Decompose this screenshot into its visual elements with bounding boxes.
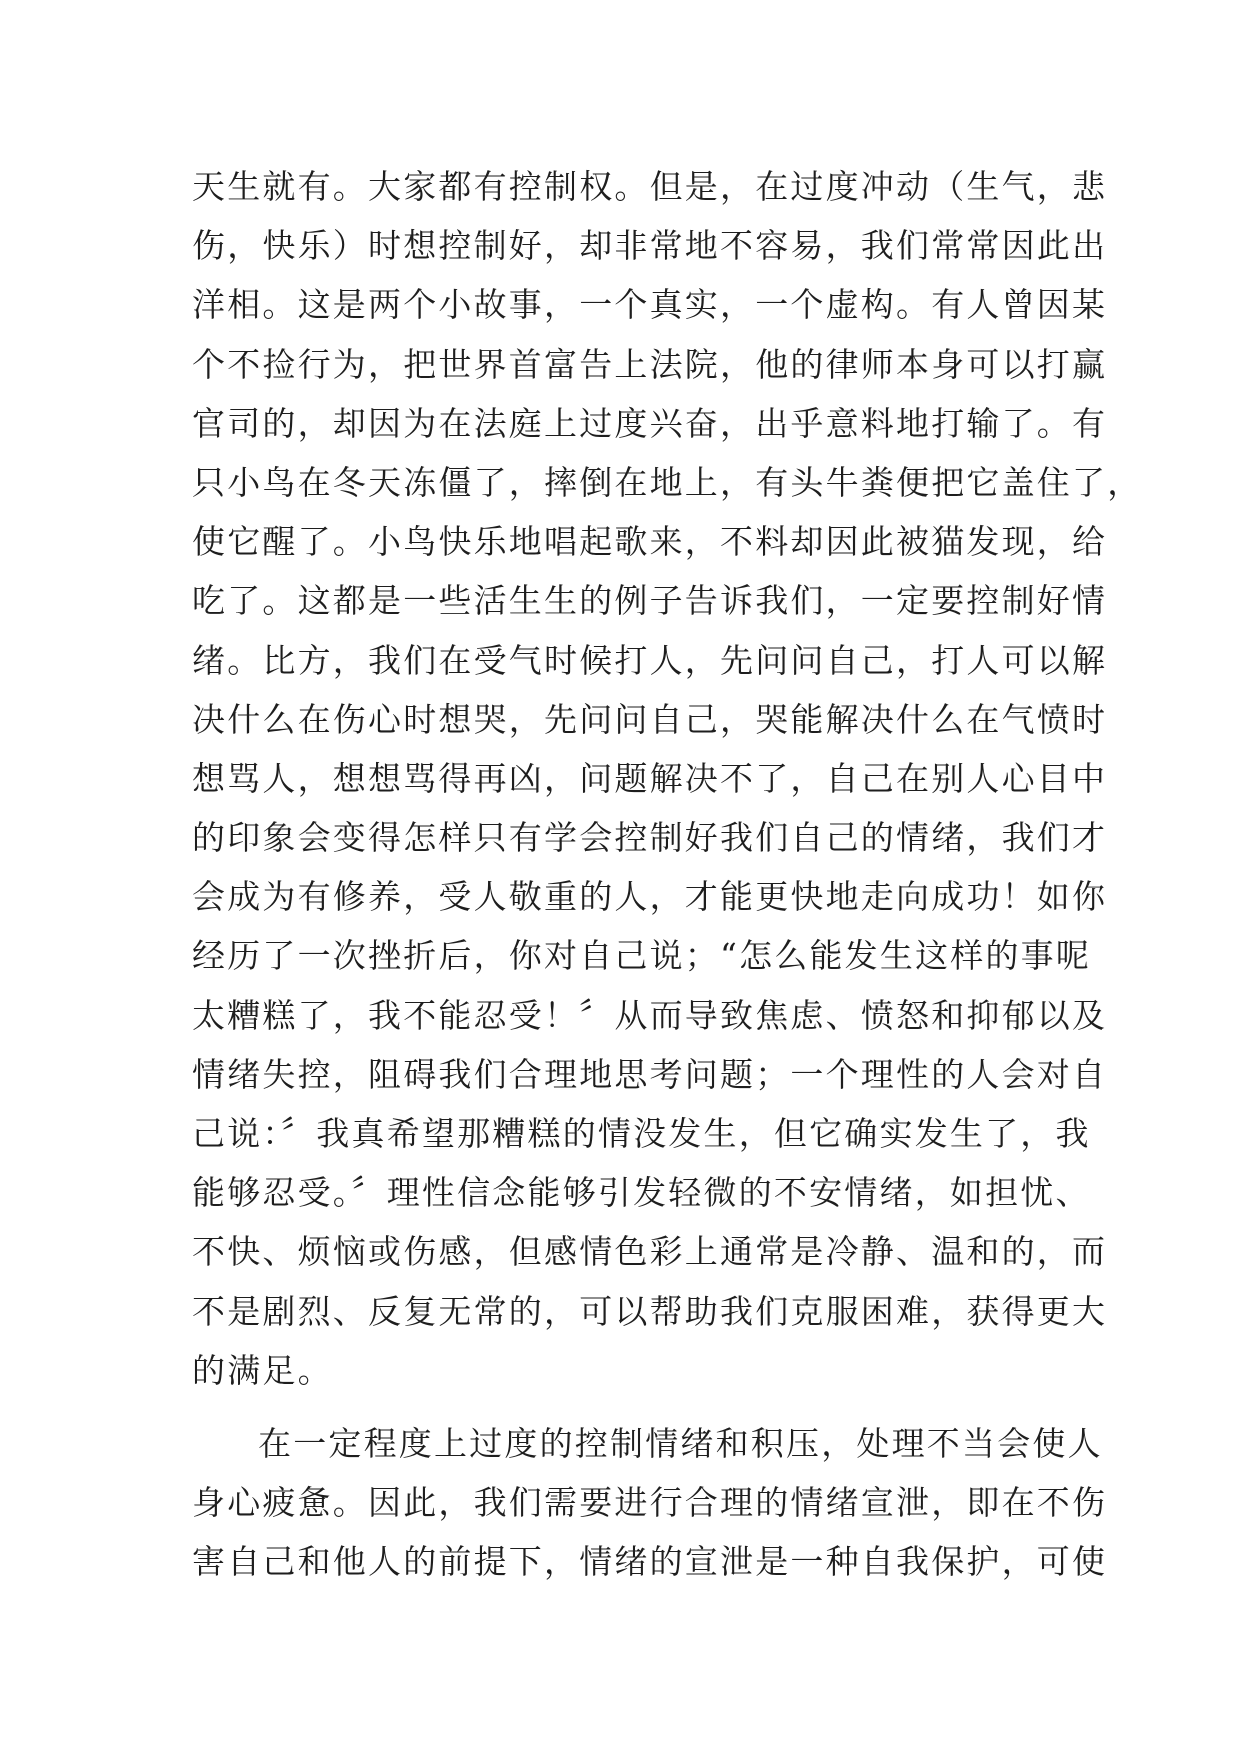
paragraph-gap [192,1400,1072,1414]
text-line: 洋相。这是两个小故事，一个真实，一个虚构。有人曾因某 [192,285,1108,325]
body-text [192,157,1143,1592]
text-line: 吃了。这都是一些活生生的例子告诉我们，一定要控制好情 [192,581,1108,621]
text-line: 经历了一次挫折后，你对自己说；“怎么能发生这样的事呢 [192,936,1092,976]
text-line: 官司的，却因为在法庭上过度兴奋，出乎意料地打输了。有 [192,403,1108,443]
text-line: 个不捡行为，把世界首富告上法院，他的律师本身可以打赢 [192,344,1108,384]
text-line: 决什么在伤心时想哭，先问问自己，哭能解决什么在气愤时 [192,699,1108,739]
text-line: 想骂人，想想骂得再凶，问题解决不了，自己在别人心目中 [192,758,1108,798]
text-line: 在一定程度上过度的控制情绪和积压，处理不当会使人 [258,1423,1103,1463]
text-line: 天生就有。大家都有控制权。但是，在过度冲动（生气，悲 [192,167,1108,206]
paragraph-2 [192,1414,1108,1592]
text-line: 会成为有修养，受人敬重的人，才能更快地走向成功！如你 [192,877,1108,917]
text-line: 的印象会变得怎样只有学会控制好我们自己的情绪，我们才 [192,818,1108,858]
text-line: 使它醒了。小鸟快乐地唱起歌来，不料却因此被猫发现，给 [192,522,1108,562]
paragraph-1 [192,157,1143,1400]
text-line: 害自己和他人的前提下，情绪的宣泄是一种自我保护，可使 [192,1542,1108,1582]
text-line: 绪。比方，我们在受气时候打人，先问问自己，打人可以解 [192,640,1108,680]
text-line: 情绪失控，阻碍我们合理地思考问题；一个理性的人会对自 [192,1054,1108,1094]
text-line: 伤，快乐）时想控制好，却非常地不容易，我们常常因此出 [192,226,1108,266]
text-line: 身心疲惫。因此，我们需要进行合理的情绪宣泄，即在不伤 [192,1483,1108,1523]
text-line: 能够忍受。〞理性信念能够引发轻微的不安情绪，如担忧、 [192,1173,1091,1213]
text-line: 己说：〞我真希望那糟糕的情没发生，但它确实发生了，我 [192,1114,1091,1153]
text-line: 不快、烦恼或伤感，但感情色彩上通常是冷静、温和的，而 [192,1232,1108,1272]
text-line: 只小鸟在冬天冻僵了，摔倒在地上，有头牛粪便把它盖住了， [192,462,1143,502]
text-line: 的满足。 [192,1350,333,1390]
text-line: 太糟糕了，我不能忍受！〞从而导致焦虑、愤怒和抑郁以及 [192,995,1108,1035]
text-line: 不是剧烈、反复无常的，可以帮助我们克服困难，获得更大 [192,1291,1108,1331]
